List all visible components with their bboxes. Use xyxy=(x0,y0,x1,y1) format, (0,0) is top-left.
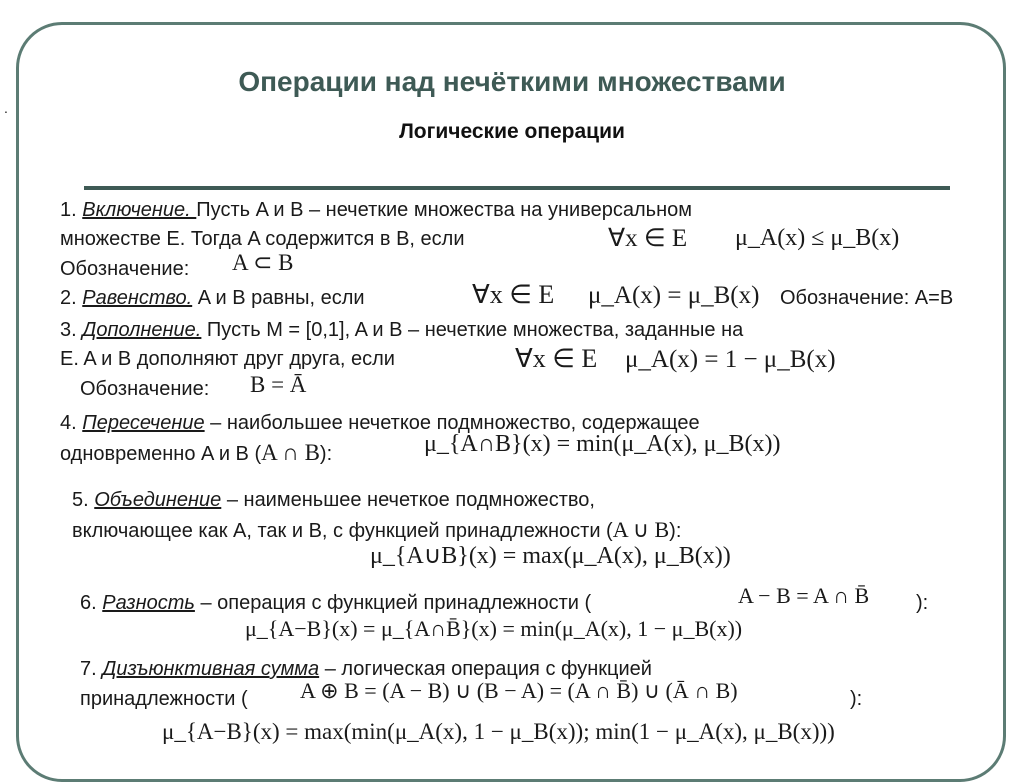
item-3-notation: B = Ā xyxy=(250,372,307,397)
item-2-text: A и B равны, если xyxy=(192,287,365,309)
item-1-line-1 xyxy=(60,199,976,222)
item-4-formula: μ_{A∩B}(x) = min(μ_A(x), μ_B(x)) xyxy=(424,431,781,457)
item-6-name: Разность xyxy=(102,592,195,614)
item-7-symbol: A ⊕ B = (A − B) ∪ (B − A) = (A ∩ B̄) ∪ (Ā ∩ B) xyxy=(300,678,738,703)
item-1-formula: μ_A(x) ≤ μ_B(x) xyxy=(735,225,900,251)
item-6-text: – операция с функцией принадлежности ( xyxy=(194,592,592,614)
item-3-notation-label: Обозначение: xyxy=(80,378,210,400)
item-3-line-2: E. A и B дополняют друг друга, если xyxy=(60,348,395,370)
item-3-formula: μ_A(x) = 1 − μ_B(x) xyxy=(625,346,836,373)
item-6-close: ): xyxy=(916,592,929,614)
item-7-text: – логическая операция с функцией xyxy=(319,658,652,680)
item-5-number: 5. xyxy=(72,489,95,511)
item-2-name: Равенство. xyxy=(82,287,193,309)
item-5-text: – наименьшее нечеткое подмножество, xyxy=(221,489,595,511)
item-4-line-2 xyxy=(60,441,332,466)
item-5-line-2 xyxy=(72,519,681,543)
item-2-notation: Обозначение: A=B xyxy=(780,287,954,309)
item-6-formula: μ_{A−B}(x) = μ_{A∩B̄}(x) = min(μ_A(x), 1 − μ_B(x)) xyxy=(245,616,743,641)
slide-title: Операции над нечёткими множествами xyxy=(238,66,786,97)
item-2-formula: μ_A(x) = μ_B(x) xyxy=(588,282,760,309)
item-7-name: Дизъюнктивная сумма xyxy=(102,658,320,680)
item-7-line-2: принадлежности ( xyxy=(80,688,248,710)
item-5-text-2b: ): xyxy=(669,520,682,542)
item-3-condition: ∀x ∈ E xyxy=(515,344,598,373)
item-3-text: Пусть M = [0,1], A и B – нечеткие множества, заданные на xyxy=(201,319,744,341)
item-5-formula: μ_{A∪B}(x) = max(μ_A(x), μ_B(x)) xyxy=(370,543,731,569)
item-1-condition: ∀x ∈ E xyxy=(608,225,688,252)
item-2-line-1 xyxy=(60,287,365,310)
item-4-text-2b: ): xyxy=(319,443,333,465)
item-4-text: – наибольшее нечеткое подмножество, содержащее xyxy=(204,412,700,434)
item-3-name: Дополнение. xyxy=(82,319,202,341)
item-1-notation-label: Обозначение: xyxy=(60,258,190,280)
item-6-number: 6. xyxy=(80,592,103,614)
item-1-name: Включение. xyxy=(82,199,197,221)
item-5-symbol: A ∪ B xyxy=(612,517,670,542)
title-divider xyxy=(84,186,950,190)
item-1-text: Пусть A и B – нечеткие множества на универсальном xyxy=(196,199,692,221)
slide-dot: . xyxy=(4,100,8,116)
item-4-name: Пересечение xyxy=(82,412,205,434)
item-4-text-2a: одновременно A и B ( xyxy=(60,443,262,465)
item-3-number: 3. xyxy=(60,319,83,341)
item-2-number: 2. xyxy=(60,287,83,309)
item-3-line-1 xyxy=(60,319,743,342)
item-4-number: 4. xyxy=(60,412,83,434)
item-1-number: 1. xyxy=(60,199,83,221)
item-7-formula: μ_{A−B}(x) = max(min(μ_A(x), 1 − μ_B(x)); min(1 − μ_A(x), μ_B(x))) xyxy=(162,719,835,744)
slide-subtitle: Логические операции xyxy=(399,120,625,143)
item-6-symbol: A − B = A ∩ B̄ xyxy=(738,583,870,608)
item-2-condition: ∀x ∈ E xyxy=(472,280,555,309)
item-5-line-1 xyxy=(72,489,595,512)
item-4-symbol: A ∩ B xyxy=(261,440,320,465)
item-1-notation: A ⊂ B xyxy=(232,250,294,275)
item-7-close: ): xyxy=(850,688,863,710)
item-5-text-2a: включающее как A, так и B, с функцией принадлежности ( xyxy=(72,520,613,542)
item-6-line-1 xyxy=(80,592,591,615)
item-7-number: 7. xyxy=(80,658,103,680)
item-1-line-2: множестве E. Тогда A содержится в B, если xyxy=(60,228,465,250)
item-5-name: Объединение xyxy=(94,489,222,511)
